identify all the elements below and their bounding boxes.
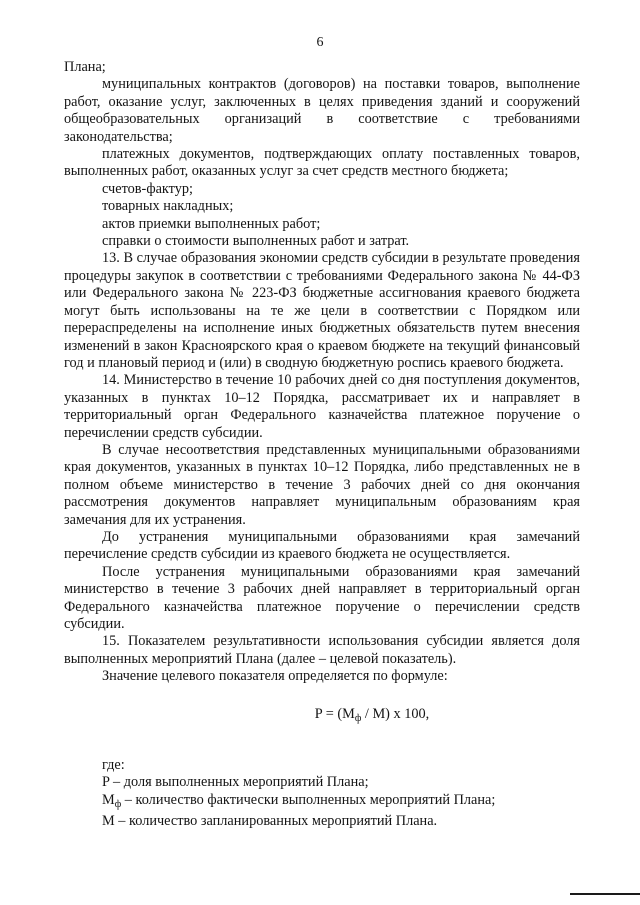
legend-p: P – доля выполненных мероприятий Плана;	[102, 774, 369, 791]
formula-subscript: ф	[354, 712, 362, 724]
document-body	[64, 59, 580, 831]
legend-mf	[64, 792, 580, 813]
paragraph: Значение целевого показателя определяется по формуле:	[102, 668, 448, 685]
clause-14: 14. Министерство в течение 10 рабочих дней со дня поступления документов, указанных в пунктах 10–12 Порядка, рассматривает их и направляет в территориальный орган Федерального казначейства платежное поручение о перечислении средств субсидии.	[64, 372, 580, 441]
formula-suffix: / M) х 100,	[361, 705, 430, 722]
list-item: справки о стоимости выполненных работ и затрат.	[102, 233, 410, 250]
legend-mf-definition: – количество фактически выполненных мероприятий Плана;	[121, 791, 496, 808]
page-number: 6	[316, 35, 324, 50]
clause-13: 13. В случае образования экономии средств субсидии в результате проведения процедуры закупок в соответствии с требованиями Федерального закона № 44-ФЗ или Федерального закона № 223-ФЗ бюджетные ассигнования краевого бюджета могут быть использованы на те же цели в соответствии с Порядком или перераспределены на исполнение иных бюджетных обязательств путем внесения изменений в закон Красноярского края о краевом бюджете на текущий финансовый год и плановый период и (или) в сводную бюджетную роспись краевого бюджета.	[64, 250, 580, 371]
legend-mf-symbol: M	[102, 791, 115, 808]
list-item: актов приемки выполненных работ;	[102, 215, 321, 232]
formula	[64, 706, 580, 727]
paragraph: До устранения муниципальными образованиями края замечаний перечисление средств субсидии из краевого бюджета не осуществляется.	[64, 528, 580, 563]
legend-m: M – количество запланированных мероприятий Плана.	[102, 813, 438, 830]
legend-mf-subscript: ф	[114, 798, 122, 810]
paragraph: Плана;	[64, 59, 106, 75]
paragraph: В случае несоответствия представленных муниципальными образованиями края документов, указанных в пунктах 10–12 Порядка, либо представленных не в полном объеме министерство в течение 3 рабочих дней со дня окончания рассмотрения документов направляет муниципальным образованиям края замечания для их устранения.	[64, 441, 580, 528]
paragraph: муниципальных контрактов (договоров) на поставки товаров, выполнение работ, оказание услуг, заключенных в целях приведения зданий и сооружений общеобразовательных организаций в соответствие с требованиями законодательства;	[64, 76, 580, 145]
list-item: товарных накладных;	[102, 198, 234, 215]
paragraph: платежных документов, подтверждающих оплату поставленных товаров, выполненных работ, оказанных услуг за счет средств местного бюджета;	[64, 146, 580, 180]
legend-intro: где:	[102, 757, 125, 774]
list-item: счетов-фактур;	[102, 180, 194, 197]
paragraph: После устранения муниципальными образованиями края замечаний министерство в течение 3 рабочих дней направляет в территориальный орган Федерального казначейства платежное поручение о перечислении средств субсидии.	[64, 563, 580, 632]
formula-prefix: P = (M	[314, 705, 355, 722]
scan-edge-mark	[570, 893, 640, 895]
clause-15: 15. Показателем результативности использования субсидии является доля выполненных мероприятий Плана (далее – целевой показатель).	[64, 633, 580, 667]
